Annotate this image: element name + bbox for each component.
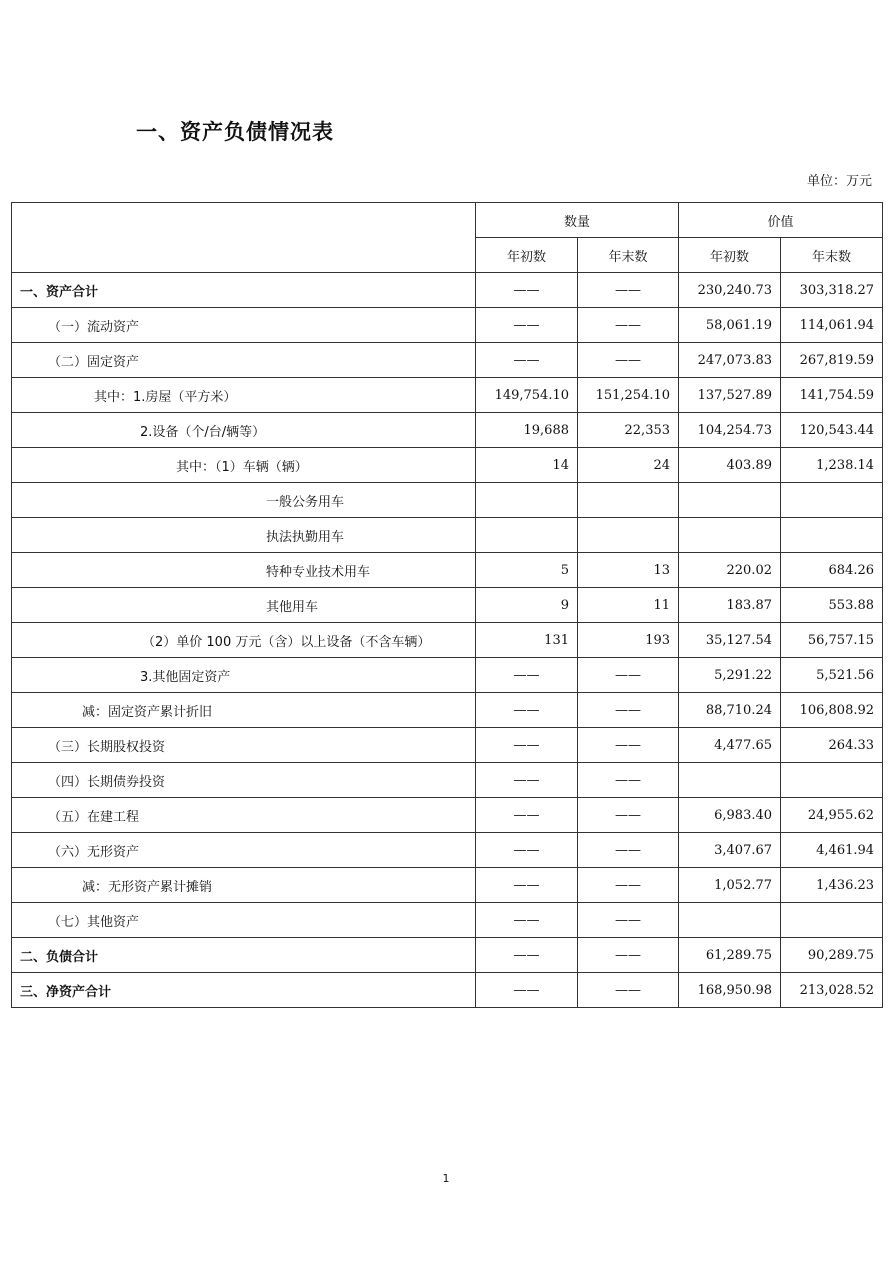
row-label: 执法执勤用车 xyxy=(12,518,476,553)
quantity-end-cell: —— xyxy=(578,763,679,798)
table-row xyxy=(12,413,883,448)
quantity-end-cell: —— xyxy=(578,343,679,378)
quantity-start-cell: —— xyxy=(476,973,578,1008)
value-start-cell xyxy=(679,903,781,938)
value-start-cell: 168,950.98 xyxy=(679,973,781,1008)
value-end-cell: 1,436.23 xyxy=(781,868,883,903)
quantity-start-cell xyxy=(476,518,578,553)
value-end-cell: 303,318.27 xyxy=(781,273,883,308)
value-end-cell: 106,808.92 xyxy=(781,693,883,728)
quantity-end-cell: 13 xyxy=(578,553,679,588)
quantity-start-cell: 149,754.10 xyxy=(476,378,578,413)
row-label: 其他用车 xyxy=(12,588,476,623)
quantity-end-cell: 22,353 xyxy=(578,413,679,448)
quantity-end-cell: —— xyxy=(578,903,679,938)
table-row xyxy=(12,448,883,483)
row-label: 二、负债合计 xyxy=(12,938,476,973)
value-start-cell: 88,710.24 xyxy=(679,693,781,728)
table-row xyxy=(12,938,883,973)
header-quantity-end: 年末数 xyxy=(578,238,679,273)
value-end-cell: 4,461.94 xyxy=(781,833,883,868)
value-start-cell: 58,061.19 xyxy=(679,308,781,343)
header-quantity: 数量 xyxy=(476,203,679,238)
row-label: （七）其他资产 xyxy=(12,903,476,938)
table-row xyxy=(12,798,883,833)
quantity-start-cell xyxy=(476,483,578,518)
quantity-end-cell: —— xyxy=(578,308,679,343)
value-end-cell: 553.88 xyxy=(781,588,883,623)
value-start-cell: 4,477.65 xyxy=(679,728,781,763)
value-start-cell: 3,407.67 xyxy=(679,833,781,868)
row-label: 减：无形资产累计摊销 xyxy=(12,868,476,903)
balance-sheet-table xyxy=(11,202,883,1008)
quantity-end-cell: 11 xyxy=(578,588,679,623)
value-end-cell xyxy=(781,903,883,938)
value-end-cell: 213,028.52 xyxy=(781,973,883,1008)
quantity-end-cell: —— xyxy=(578,833,679,868)
row-label: 减：固定资产累计折旧 xyxy=(12,693,476,728)
quantity-end-cell: 151,254.10 xyxy=(578,378,679,413)
table-row xyxy=(12,658,883,693)
table-row xyxy=(12,693,883,728)
value-start-cell xyxy=(679,518,781,553)
table-row xyxy=(12,623,883,658)
quantity-start-cell: —— xyxy=(476,658,578,693)
header-blank-cell xyxy=(12,203,476,273)
value-end-cell: 141,754.59 xyxy=(781,378,883,413)
row-label: 其中：1.房屋（平方米） xyxy=(12,378,476,413)
table-row xyxy=(12,973,883,1008)
value-start-cell: 230,240.73 xyxy=(679,273,781,308)
table-row xyxy=(12,378,883,413)
value-start-cell: 35,127.54 xyxy=(679,623,781,658)
value-start-cell: 5,291.22 xyxy=(679,658,781,693)
quantity-start-cell: —— xyxy=(476,763,578,798)
quantity-start-cell: —— xyxy=(476,273,578,308)
row-label: 一般公务用车 xyxy=(12,483,476,518)
header-value: 价值 xyxy=(679,203,883,238)
value-end-cell: 56,757.15 xyxy=(781,623,883,658)
value-start-cell: 1,052.77 xyxy=(679,868,781,903)
value-start-cell: 61,289.75 xyxy=(679,938,781,973)
row-label: 一、资产合计 xyxy=(12,273,476,308)
quantity-end-cell: —— xyxy=(578,973,679,1008)
value-end-cell: 267,819.59 xyxy=(781,343,883,378)
value-start-cell: 220.02 xyxy=(679,553,781,588)
quantity-end-cell xyxy=(578,518,679,553)
row-label: 其中：（1）车辆（辆） xyxy=(12,448,476,483)
quantity-start-cell: 14 xyxy=(476,448,578,483)
row-label: （一）流动资产 xyxy=(12,308,476,343)
value-start-cell: 6,983.40 xyxy=(679,798,781,833)
value-end-cell: 264.33 xyxy=(781,728,883,763)
table-row xyxy=(12,868,883,903)
value-start-cell: 137,527.89 xyxy=(679,378,781,413)
quantity-end-cell xyxy=(578,483,679,518)
value-end-cell xyxy=(781,763,883,798)
value-end-cell: 120,543.44 xyxy=(781,413,883,448)
quantity-end-cell: —— xyxy=(578,273,679,308)
quantity-end-cell: 193 xyxy=(578,623,679,658)
table-row xyxy=(12,833,883,868)
value-start-cell: 247,073.83 xyxy=(679,343,781,378)
row-label: （三）长期股权投资 xyxy=(12,728,476,763)
page-title: 一、资产负债情况表 xyxy=(136,120,334,144)
table-row xyxy=(12,273,883,308)
value-start-cell xyxy=(679,483,781,518)
quantity-start-cell: —— xyxy=(476,903,578,938)
quantity-start-cell: —— xyxy=(476,868,578,903)
quantity-end-cell: —— xyxy=(578,658,679,693)
quantity-end-cell: —— xyxy=(578,938,679,973)
quantity-start-cell: 5 xyxy=(476,553,578,588)
value-start-cell xyxy=(679,763,781,798)
value-end-cell: 90,289.75 xyxy=(781,938,883,973)
quantity-end-cell: —— xyxy=(578,728,679,763)
quantity-start-cell: 131 xyxy=(476,623,578,658)
value-end-cell: 114,061.94 xyxy=(781,308,883,343)
page-number: 1 xyxy=(442,1172,450,1185)
row-label: （四）长期债券投资 xyxy=(12,763,476,798)
value-end-cell: 24,955.62 xyxy=(781,798,883,833)
table-row xyxy=(12,763,883,798)
header-value-end: 年末数 xyxy=(781,238,883,273)
value-end-cell: 1,238.14 xyxy=(781,448,883,483)
quantity-start-cell: —— xyxy=(476,938,578,973)
row-label: 三、净资产合计 xyxy=(12,973,476,1008)
table-row xyxy=(12,343,883,378)
value-start-cell: 403.89 xyxy=(679,448,781,483)
table-row xyxy=(12,903,883,938)
row-label: 2.设备（个/台/辆等） xyxy=(12,413,476,448)
table-row xyxy=(12,308,883,343)
quantity-end-cell: —— xyxy=(578,693,679,728)
row-label: （2）单价 100 万元（含）以上设备（不含车辆） xyxy=(12,623,476,658)
value-start-cell: 104,254.73 xyxy=(679,413,781,448)
quantity-start-cell: 9 xyxy=(476,588,578,623)
table-row xyxy=(12,553,883,588)
quantity-end-cell: —— xyxy=(578,868,679,903)
row-label: （六）无形资产 xyxy=(12,833,476,868)
value-end-cell xyxy=(781,518,883,553)
table-row xyxy=(12,588,883,623)
table-row xyxy=(12,728,883,763)
row-label: 特种专业技术用车 xyxy=(12,553,476,588)
header-row-top xyxy=(12,203,883,238)
quantity-start-cell: 19,688 xyxy=(476,413,578,448)
row-label: （五）在建工程 xyxy=(12,798,476,833)
value-end-cell xyxy=(781,483,883,518)
header-quantity-start: 年初数 xyxy=(476,238,578,273)
quantity-start-cell: —— xyxy=(476,693,578,728)
header-value-start: 年初数 xyxy=(679,238,781,273)
value-end-cell: 684.26 xyxy=(781,553,883,588)
quantity-start-cell: —— xyxy=(476,728,578,763)
value-start-cell: 183.87 xyxy=(679,588,781,623)
quantity-start-cell: —— xyxy=(476,798,578,833)
row-label: （二）固定资产 xyxy=(12,343,476,378)
row-label: 3.其他固定资产 xyxy=(12,658,476,693)
value-end-cell: 5,521.56 xyxy=(781,658,883,693)
unit-label: 单位：万元 xyxy=(806,174,872,189)
table-row xyxy=(12,483,883,518)
quantity-start-cell: —— xyxy=(476,308,578,343)
quantity-start-cell: —— xyxy=(476,833,578,868)
quantity-end-cell: —— xyxy=(578,798,679,833)
table-row xyxy=(12,518,883,553)
quantity-start-cell: —— xyxy=(476,343,578,378)
quantity-end-cell: 24 xyxy=(578,448,679,483)
